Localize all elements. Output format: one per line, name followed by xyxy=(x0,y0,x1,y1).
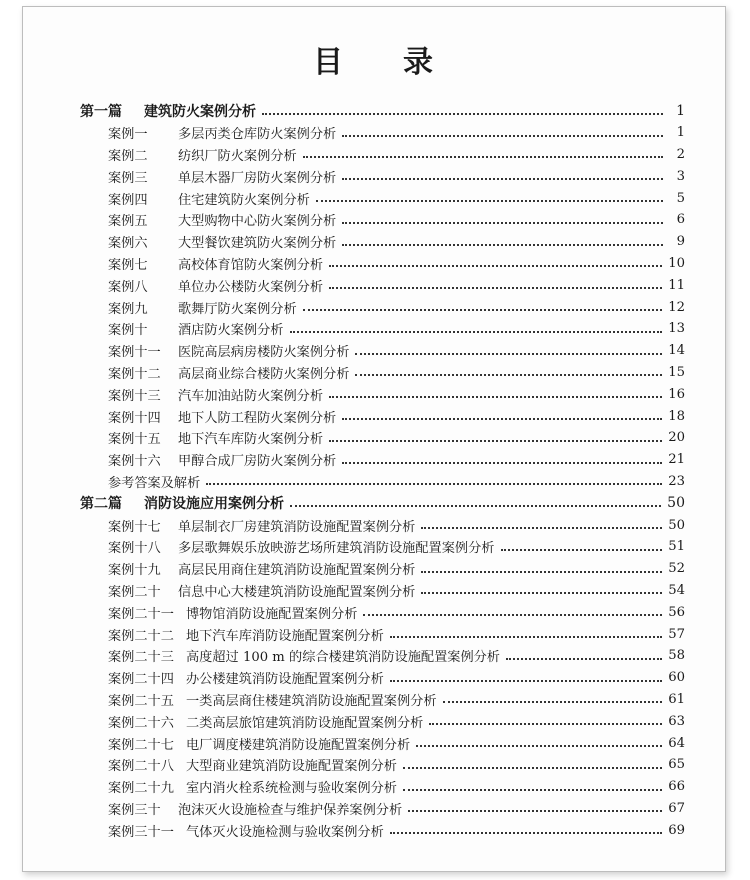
toc-case-entry[interactable] xyxy=(80,449,685,471)
page-number: 10 xyxy=(668,255,685,271)
case-number: 案例二十九 xyxy=(108,781,174,797)
page-number: 50 xyxy=(667,495,685,512)
case-title: 医院高层病房楼防火案例分析 xyxy=(178,345,350,361)
case-title: 泡沫灭火设施检查与维护保养案例分析 xyxy=(178,802,403,818)
toc-case-entry[interactable] xyxy=(80,296,685,318)
case-number: 案例二十 xyxy=(108,584,161,600)
page-number: 61 xyxy=(668,691,685,707)
page-number: 12 xyxy=(668,299,685,315)
case-number: 案例十一 xyxy=(108,345,161,361)
case-title: 高度超过 100 m 的综合楼建筑消防设施配置案例分析 xyxy=(186,650,500,666)
dot-leader xyxy=(303,156,663,158)
toc-case-entry[interactable] xyxy=(80,689,685,711)
page-number: 57 xyxy=(668,626,685,642)
case-title: 地下汽车库防火案例分析 xyxy=(178,432,324,448)
page-number: 51 xyxy=(668,539,685,555)
page-number: 60 xyxy=(668,670,685,686)
case-title: 博物馆消防设施配置案例分析 xyxy=(186,606,358,622)
case-number: 案例十四 xyxy=(108,410,161,426)
case-number: 案例三十 xyxy=(108,802,161,818)
toc-part-1[interactable] xyxy=(80,100,685,122)
case-number: 案例十三 xyxy=(108,388,161,404)
dot-leader xyxy=(329,396,662,398)
case-number: 案例十 xyxy=(108,323,148,339)
toc-case-entry[interactable] xyxy=(80,645,685,667)
dot-leader xyxy=(421,527,662,529)
case-title: 气体灭火设施检测与验收案例分析 xyxy=(186,824,384,840)
dot-leader xyxy=(342,462,662,464)
case-title: 单层木器厂房防火案例分析 xyxy=(178,170,337,186)
dot-leader xyxy=(316,200,663,202)
case-number: 案例一 xyxy=(108,127,148,143)
case-title: 单层制衣厂房建筑消防设施配置案例分析 xyxy=(178,519,416,535)
toc-case-entry[interactable] xyxy=(80,623,685,645)
dot-leader xyxy=(329,440,662,442)
page-number: 13 xyxy=(668,321,685,337)
dot-leader xyxy=(408,810,662,812)
toc-case-entry[interactable] xyxy=(80,383,685,405)
case-title: 大型商业建筑消防设施配置案例分析 xyxy=(186,759,397,775)
dot-leader xyxy=(501,549,663,551)
dot-leader xyxy=(342,222,663,224)
case-title: 高层商业综合楼防火案例分析 xyxy=(178,366,350,382)
case-title: 住宅建筑防火案例分析 xyxy=(178,192,310,208)
page-number: 65 xyxy=(668,757,685,773)
case-number: 案例十六 xyxy=(108,454,161,470)
toc-case-entry[interactable] xyxy=(80,122,685,144)
case-number: 案例二十一 xyxy=(108,606,174,622)
case-number: 案例二十四 xyxy=(108,672,174,688)
dot-leader xyxy=(303,309,663,311)
part-title: 消防设施应用案例分析 xyxy=(144,496,284,513)
toc-case-entry[interactable] xyxy=(80,514,685,536)
case-number: 案例七 xyxy=(108,257,148,273)
toc-case-entry[interactable] xyxy=(80,536,685,558)
page-number: 56 xyxy=(668,604,685,620)
case-number: 案例十八 xyxy=(108,541,161,557)
case-number: 案例五 xyxy=(108,214,148,230)
case-title: 地下汽车库消防设施配置案例分析 xyxy=(186,628,384,644)
dot-leader xyxy=(416,745,662,747)
dot-leader xyxy=(421,571,662,573)
case-number: 案例二十八 xyxy=(108,759,174,775)
page-number: 16 xyxy=(668,386,685,402)
case-title: 高校体育馆防火案例分析 xyxy=(178,257,324,273)
case-title: 一类高层商住楼建筑消防设施配置案例分析 xyxy=(186,693,437,709)
case-number: 案例三 xyxy=(108,170,148,186)
toc-case-entry[interactable] xyxy=(80,340,685,362)
case-number: 案例三十一 xyxy=(108,824,174,840)
dot-leader xyxy=(262,113,663,115)
dot-leader xyxy=(355,374,662,376)
part-title: 建筑防火案例分析 xyxy=(144,103,256,120)
page-number: 63 xyxy=(668,713,685,729)
toc-case-entry[interactable] xyxy=(80,580,685,602)
toc-case-entry[interactable] xyxy=(80,318,685,340)
dot-leader xyxy=(390,680,662,682)
case-number: 案例九 xyxy=(108,301,148,317)
case-title: 甲醇合成厂房防火案例分析 xyxy=(178,454,337,470)
dot-leader xyxy=(506,658,662,660)
page-title xyxy=(23,37,725,81)
case-title: 多层丙类仓库防火案例分析 xyxy=(178,127,337,143)
toc-case-entry[interactable] xyxy=(80,776,685,798)
title-char-1: 目 xyxy=(313,45,345,80)
toc-case-entry[interactable] xyxy=(80,165,685,187)
dot-leader xyxy=(363,614,662,616)
title-char-2: 录 xyxy=(403,45,435,80)
page-number: 5 xyxy=(676,190,685,206)
case-title: 汽车加油站防火案例分析 xyxy=(178,388,324,404)
dot-leader xyxy=(390,832,662,834)
page-number: 54 xyxy=(668,582,685,598)
case-number: 案例二十二 xyxy=(108,628,174,644)
part-number: 第二篇 xyxy=(80,496,122,513)
dot-leader xyxy=(342,244,663,246)
page-number: 1 xyxy=(676,125,685,141)
page-number: 67 xyxy=(668,800,685,816)
page-number: 11 xyxy=(668,277,685,293)
toc-case-entry[interactable] xyxy=(80,274,685,296)
dot-leader xyxy=(390,636,662,638)
document-page xyxy=(22,6,726,872)
toc-part-2[interactable] xyxy=(80,492,685,514)
case-title: 二类高层旅馆建筑消防设施配置案例分析 xyxy=(186,715,424,731)
page-number: 69 xyxy=(668,822,685,838)
dot-leader xyxy=(342,418,662,420)
toc-case-entry[interactable] xyxy=(80,754,685,776)
page-number: 9 xyxy=(676,234,685,250)
case-number: 案例十二 xyxy=(108,366,161,382)
page-number: 58 xyxy=(668,648,685,664)
case-title: 单位办公楼防火案例分析 xyxy=(178,279,324,295)
case-number: 案例八 xyxy=(108,279,148,295)
part-number: 第一篇 xyxy=(80,103,122,120)
case-number: 案例十九 xyxy=(108,563,161,579)
toc-case-entry[interactable] xyxy=(80,732,685,754)
page-number: 50 xyxy=(668,517,685,533)
dot-leader xyxy=(355,353,662,355)
page-number: 3 xyxy=(676,168,685,184)
dot-leader xyxy=(443,701,663,703)
dot-leader xyxy=(329,287,662,289)
case-number: 案例二十七 xyxy=(108,737,174,753)
case-number: 案例十五 xyxy=(108,432,161,448)
case-number: 案例四 xyxy=(108,192,148,208)
case-title: 电厂调度楼建筑消防设施配置案例分析 xyxy=(186,737,411,753)
case-title: 大型餐饮建筑防火案例分析 xyxy=(178,236,337,252)
page-number: 20 xyxy=(668,430,685,446)
toc-case-entry[interactable] xyxy=(80,667,685,689)
case-title: 多层歌舞娱乐放映游艺场所建筑消防设施配置案例分析 xyxy=(178,541,495,557)
toc-case-entry[interactable] xyxy=(80,231,685,253)
dot-leader xyxy=(421,592,662,594)
page-number: 2 xyxy=(676,146,685,162)
toc-case-entry[interactable] xyxy=(80,798,685,820)
page-number: 52 xyxy=(668,561,685,577)
dot-leader xyxy=(403,789,662,791)
dot-leader xyxy=(429,723,662,725)
page-number: 15 xyxy=(668,364,685,380)
case-title: 纺织厂防火案例分析 xyxy=(178,148,297,164)
toc-case-entry[interactable] xyxy=(80,187,685,209)
answers-title: 参考答案及解析 xyxy=(108,475,201,491)
toc-case-entry[interactable] xyxy=(80,819,685,841)
case-number: 案例十七 xyxy=(108,519,161,535)
case-number: 案例二 xyxy=(108,148,148,164)
page-number: 18 xyxy=(668,408,685,424)
case-number: 案例二十五 xyxy=(108,693,174,709)
toc-answers[interactable] xyxy=(80,471,685,493)
toc-case-entry[interactable] xyxy=(80,427,685,449)
dot-leader xyxy=(206,483,662,485)
part-1-case-list xyxy=(80,122,685,471)
dot-leader xyxy=(403,767,662,769)
case-title: 室内消火栓系统检测与验收案例分析 xyxy=(186,781,397,797)
toc-case-entry[interactable] xyxy=(80,144,685,166)
toc-case-entry[interactable] xyxy=(80,710,685,732)
toc-case-entry[interactable] xyxy=(80,362,685,384)
case-title: 歌舞厅防火案例分析 xyxy=(178,301,297,317)
case-title: 酒店防火案例分析 xyxy=(178,323,284,339)
toc-case-entry[interactable] xyxy=(80,405,685,427)
dot-leader xyxy=(342,135,663,137)
toc-case-entry[interactable] xyxy=(80,209,685,231)
part-2-case-list xyxy=(80,514,685,841)
case-title: 地下人防工程防火案例分析 xyxy=(178,410,337,426)
case-title: 高层民用商住建筑消防设施配置案例分析 xyxy=(178,563,416,579)
page-number: 23 xyxy=(668,473,685,489)
toc-case-entry[interactable] xyxy=(80,601,685,623)
page-number: 1 xyxy=(676,102,685,119)
page-number: 64 xyxy=(668,735,685,751)
toc-case-entry[interactable] xyxy=(80,253,685,275)
toc-case-entry[interactable] xyxy=(80,558,685,580)
page-number: 14 xyxy=(668,343,685,359)
page-number: 21 xyxy=(668,452,685,468)
page-number: 66 xyxy=(668,779,685,795)
dot-leader xyxy=(290,331,663,333)
table-of-contents xyxy=(80,100,685,841)
dot-leader xyxy=(329,265,662,267)
case-number: 案例二十六 xyxy=(108,715,174,731)
dot-leader xyxy=(290,505,661,507)
dot-leader xyxy=(342,178,663,180)
page-number: 6 xyxy=(676,212,685,228)
case-title: 信息中心大楼建筑消防设施配置案例分析 xyxy=(178,584,416,600)
case-number: 案例二十三 xyxy=(108,650,174,666)
case-title: 办公楼建筑消防设施配置案例分析 xyxy=(186,672,384,688)
case-number: 案例六 xyxy=(108,236,148,252)
case-title: 大型购物中心防火案例分析 xyxy=(178,214,337,230)
